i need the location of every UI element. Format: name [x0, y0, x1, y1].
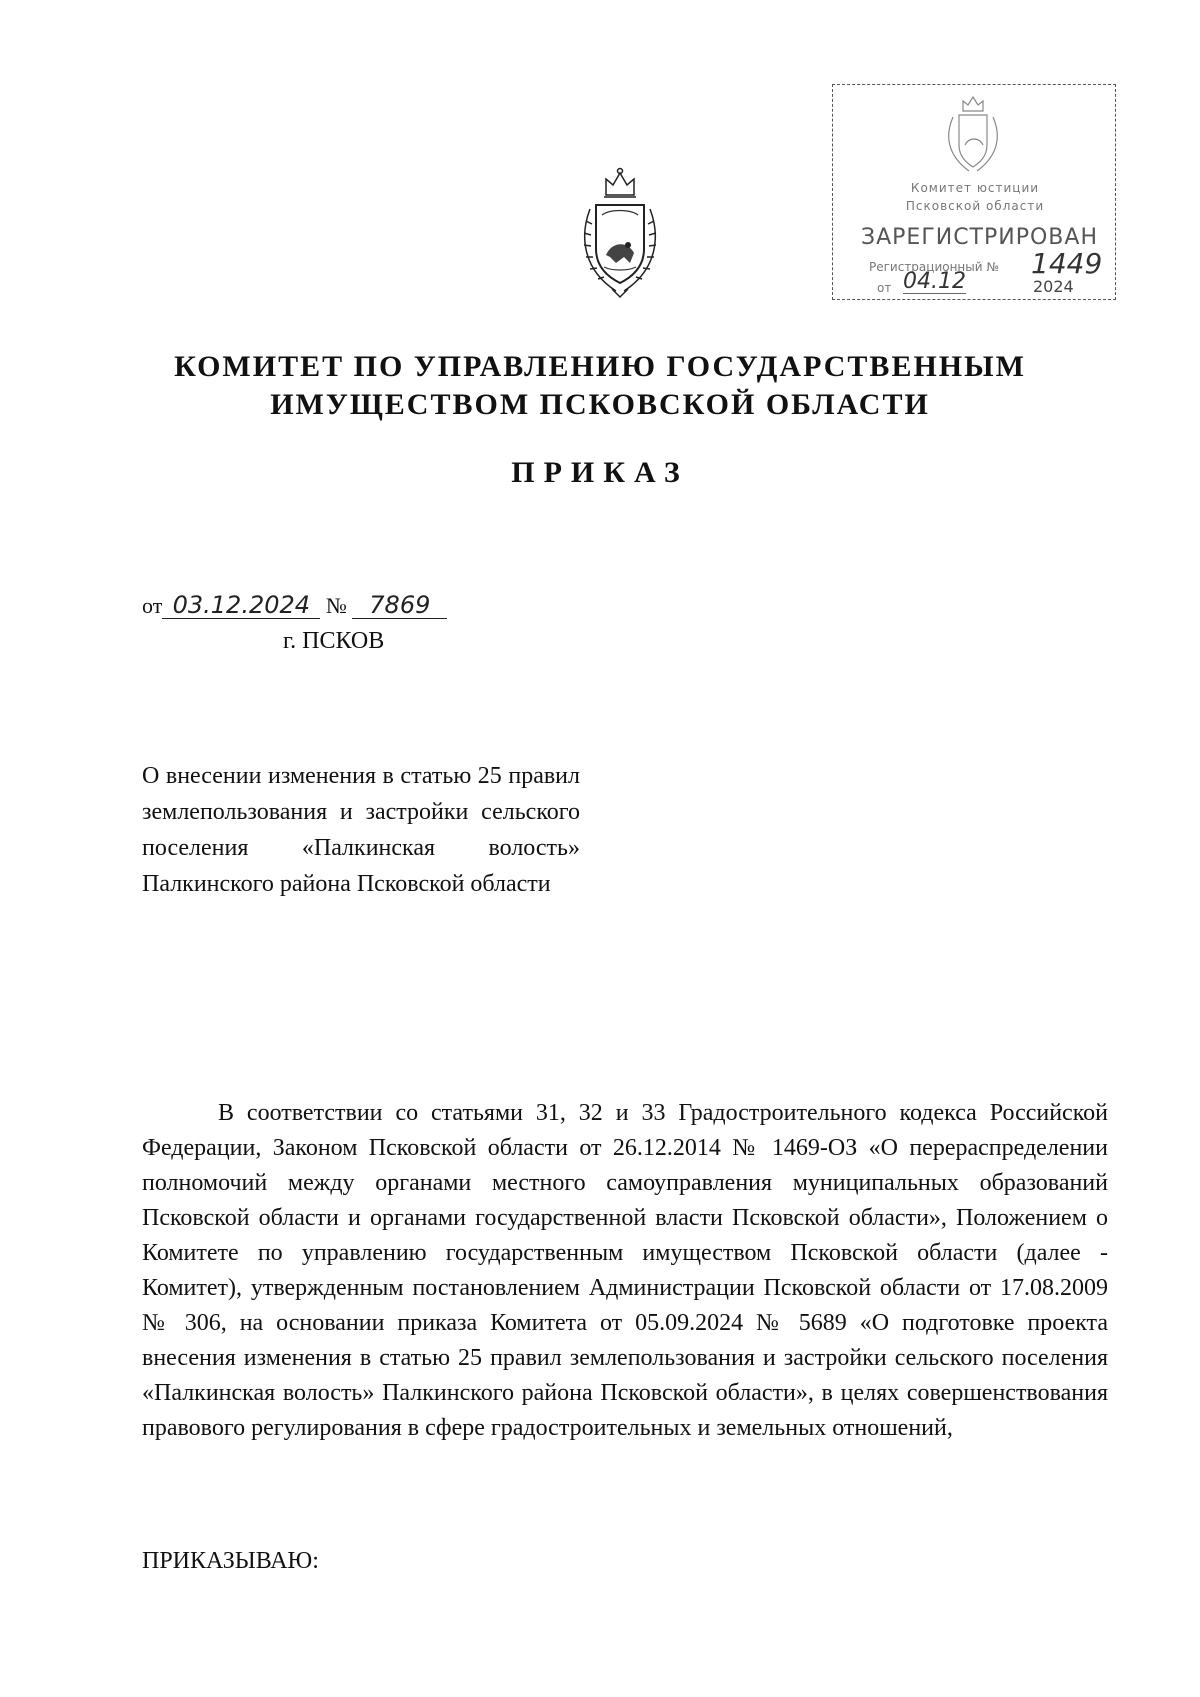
stamp-registered-label: ЗАРЕГИСТРИРОВАН — [861, 225, 1098, 250]
stamp-org-line1: Комитет юстиции — [910, 181, 1040, 195]
subject-text: О внесении изменения в статью 25 правил землепользования и застройки сельского поселения «Палкинская волость» Палкинского района Псковской области — [142, 763, 580, 897]
document-city: г. ПСКОВ — [283, 628, 385, 654]
stamp-from-date: 04.12 — [903, 269, 966, 294]
stamp-reg-number: 1449 — [1031, 247, 1103, 280]
organization-title — [0, 348, 1200, 424]
date-prefix: от — [142, 593, 163, 618]
stamp-from-label: от — [877, 281, 892, 295]
registration-stamp — [832, 84, 1116, 300]
pskov-coat-of-arms-icon — [576, 165, 664, 301]
document-number: 7869 — [352, 592, 447, 619]
document-subject — [142, 758, 580, 902]
document-type: ПРИКАЗ — [511, 456, 689, 489]
document-body — [142, 1096, 1108, 1446]
stamp-reg-number-label: Регистрационный № — [869, 260, 999, 274]
body-paragraph: В соответствии со статьями 31, 32 и 33 Градостроительного кодекса Российской Федерации, Законом Псковской области от 26.12.2014 № 1469-ОЗ «О перераспределении полномочий между органами местного самоуправления муниципальных образований Псковской области и органами государственной власти Псковской области», Положением о Комитете по управлению государственным имуществом Псковской области (далее - Комитет), утвержденным постановлением Администрации Псковской области от 17.08.2009 № 306, на основании приказа Комитета от 05.09.2024 № 5689 «О подготовке проекта внесения изменения в статью 25 правил землепользования и застройки сельского поселения «Палкинская волость» Палкинского района Псковской области», в целях совершенствования правового регулирования в сфере градостроительных и земельных отношений, — [142, 1100, 1108, 1441]
stamp-from-year: 2024 — [1033, 277, 1074, 296]
stamp-org-line2: Псковской области — [905, 199, 1045, 213]
document-date: 03.12.2024 — [162, 592, 320, 619]
stamp-coat-of-arms-icon — [941, 93, 1005, 177]
organization-title-line1: КОМИТЕТ ПО УПРАВЛЕНИЮ ГОСУДАРСТВЕННЫМ — [174, 350, 1026, 383]
document-requisites — [142, 592, 447, 619]
organization-title-line2: ИМУЩЕСТВОМ ПСКОВСКОЙ ОБЛАСТИ — [270, 388, 930, 421]
number-prefix: № — [325, 593, 347, 618]
order-word: ПРИКАЗЫВАЮ: — [142, 1548, 319, 1574]
